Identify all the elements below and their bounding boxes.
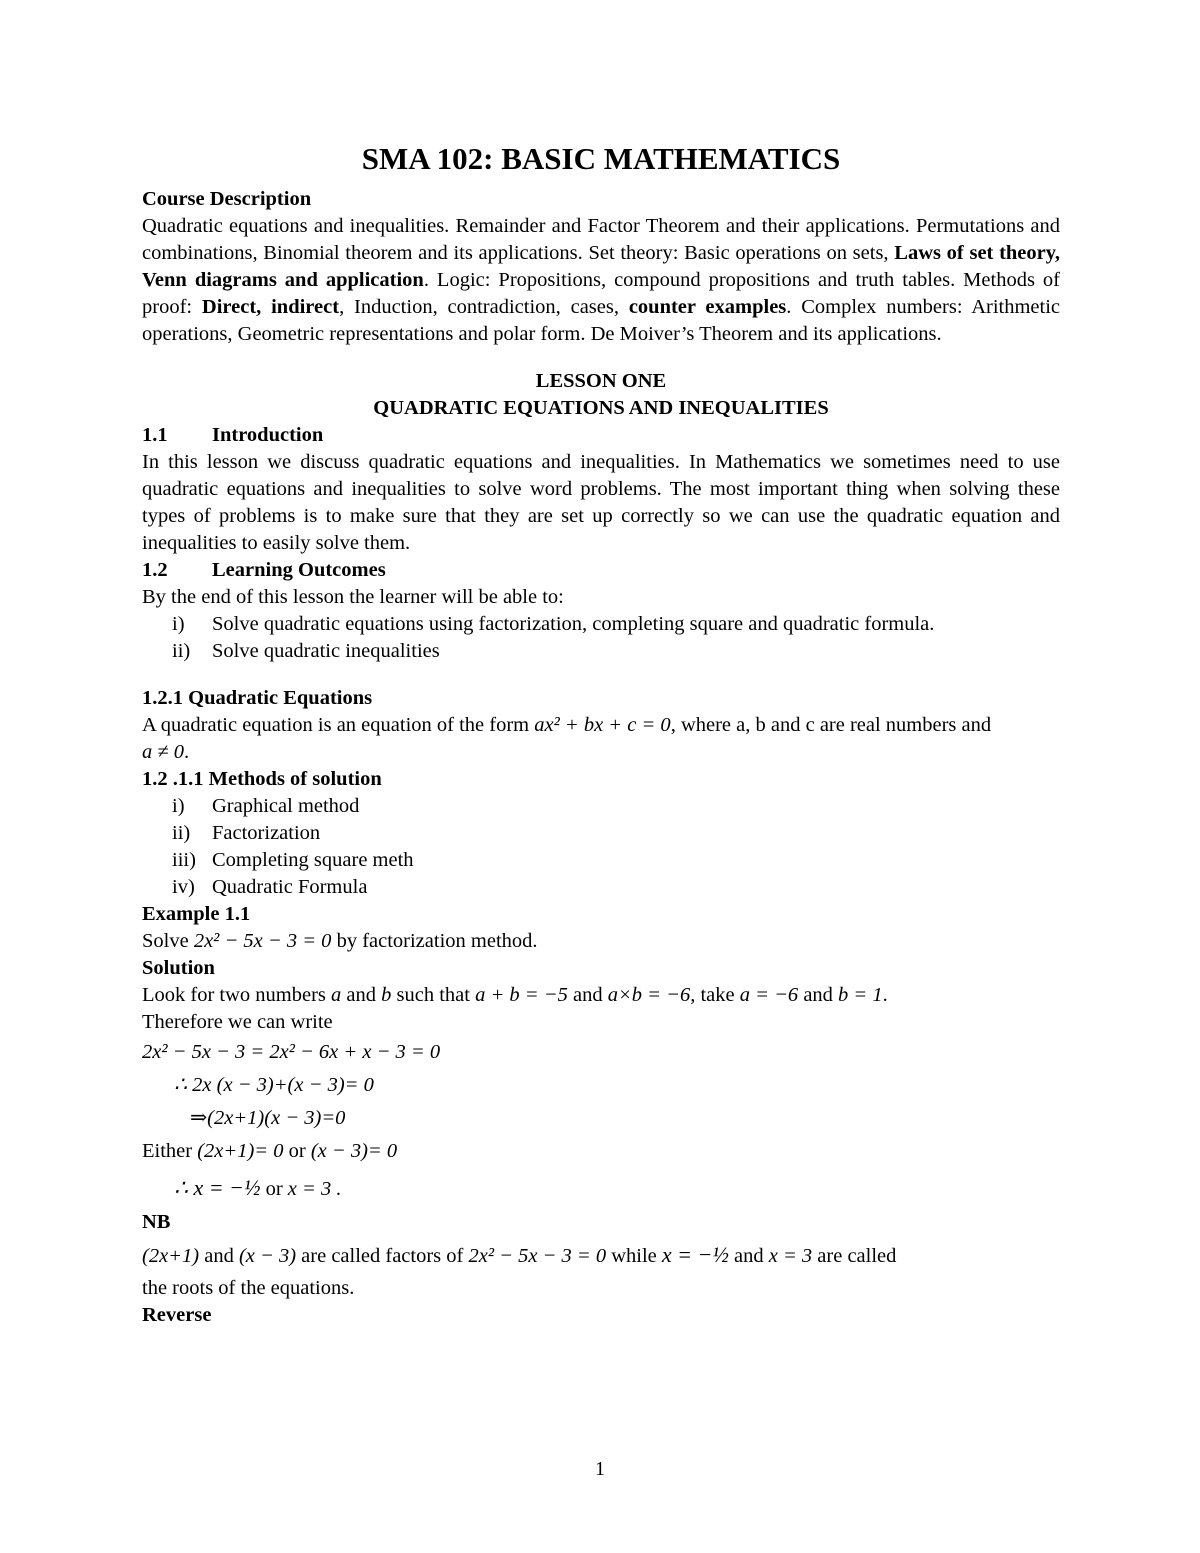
nb-equation: 2x² − 5x − 3 = 0 bbox=[468, 1245, 607, 1267]
section-number: 1.1 bbox=[142, 424, 168, 446]
course-bold-part: counter examples bbox=[628, 296, 787, 318]
text-part: are called bbox=[812, 1245, 897, 1267]
text-part: or bbox=[260, 1178, 288, 1200]
example-statement bbox=[142, 928, 1060, 955]
value-a: a = −6 bbox=[739, 984, 799, 1006]
text-part: A quadratic equation is an equation of the form bbox=[142, 714, 535, 736]
text-part: or bbox=[283, 1140, 311, 1162]
list-marker: ii) bbox=[172, 822, 191, 844]
methods-heading: 1.2 .1.1 Methods of solution bbox=[142, 768, 382, 790]
condition-a-nonzero: a ≠ 0 bbox=[142, 741, 185, 763]
solution-step-look bbox=[142, 982, 1060, 1009]
product-condition: a×b = −6 bbox=[607, 984, 691, 1006]
list-item-text: Solve quadratic inequalities bbox=[212, 640, 440, 662]
section-heading-text: Learning Outcomes bbox=[212, 559, 386, 581]
section-introduction-heading bbox=[142, 422, 1060, 449]
nb-text-end: the roots of the equations. bbox=[142, 1277, 355, 1299]
outcomes-lead: By the end of this lesson the learner will be able to: bbox=[142, 586, 564, 608]
quadratic-formula-general: ax² + bx + c = 0 bbox=[534, 714, 671, 736]
value-b: b = 1 bbox=[838, 984, 883, 1006]
quadratic-definition bbox=[142, 712, 1002, 766]
methods-list bbox=[142, 793, 1060, 901]
course-text-part: Quadratic equations and inequalities. Remainder and Factor Theorem and their applications. Permutations and combinations, Binomial theorem and its applications. Set theory: Basic operations on sets, bbox=[142, 215, 1060, 264]
factor-equation-2: (x − 3)= 0 bbox=[310, 1140, 398, 1162]
text-part: and bbox=[341, 984, 382, 1006]
lesson-label: LESSON ONE bbox=[535, 370, 667, 392]
list-item-text: Graphical method bbox=[212, 795, 360, 817]
list-item bbox=[142, 638, 1060, 665]
document-page bbox=[142, 140, 1060, 1329]
text-part: , take bbox=[690, 984, 740, 1006]
text-part: and bbox=[728, 1245, 769, 1267]
course-text-part: . Complex numbers: Arithmetic operations, Geometric representations and polar form. De Moiver’s Theorem and its applications. bbox=[142, 296, 1061, 345]
document-title: SMA 102: BASIC MATHEMATICS bbox=[361, 141, 841, 176]
equation-line-2: ∴ 2x (x − 3)+(x − 3)= 0 bbox=[174, 1074, 374, 1096]
list-item bbox=[142, 793, 1060, 820]
equation-line-3: ⇒(2x+1)(x − 3)=0 bbox=[190, 1107, 346, 1129]
introduction-text: In this lesson we discuss quadratic equations and inequalities. In Mathematics we sometimes need to use quadratic equations and inequalities to solve word problems. The most important thing when solving these types of problems is to make sure that they are set up correctly so we can use the quadratic equation and inequalities to easily solve them. bbox=[142, 451, 1060, 554]
example-equation: 2x² − 5x − 3 = 0 bbox=[193, 930, 332, 952]
text-part: while bbox=[606, 1245, 662, 1267]
list-item-text: Quadratic Formula bbox=[212, 876, 368, 898]
variable-a: a bbox=[331, 984, 342, 1006]
text-part: are called factors of bbox=[296, 1245, 469, 1267]
course-description-text bbox=[142, 213, 1060, 348]
factor-equation-1: (2x+1)= 0 bbox=[197, 1140, 284, 1162]
section-number: 1.2 bbox=[142, 559, 168, 581]
list-item-text: Solve quadratic equations using factorization, completing square and quadratic formula. bbox=[212, 613, 935, 635]
text-part: , where a, b and c are real numbers and bbox=[670, 714, 992, 736]
text-part: Look for two numbers bbox=[142, 984, 332, 1006]
course-bold-part: Direct, indirect bbox=[201, 296, 340, 318]
either-line bbox=[142, 1135, 1060, 1168]
course-description-heading: Course Description bbox=[142, 188, 312, 210]
list-marker: ii) bbox=[172, 640, 191, 662]
course-bold-part: Laws of set theory, Venn diagrams and application bbox=[142, 242, 1060, 291]
factor-1: (2x+1) bbox=[142, 1245, 200, 1267]
list-item bbox=[142, 847, 1060, 874]
roots-line bbox=[142, 1168, 1060, 1209]
list-marker: i) bbox=[172, 613, 185, 635]
text-part: . bbox=[882, 984, 888, 1006]
list-item bbox=[142, 874, 1060, 901]
text-part: and bbox=[199, 1245, 239, 1267]
course-text-part: . Logic: Propositions, compound propositions and truth tables. Methods of proof: bbox=[142, 269, 1060, 318]
outcomes-list bbox=[142, 611, 1060, 665]
text-part: and bbox=[798, 984, 839, 1006]
factor-2: (x − 3) bbox=[238, 1245, 297, 1267]
list-item bbox=[142, 820, 1060, 847]
list-marker: iii) bbox=[172, 849, 196, 871]
root-1: ∴ x = −½ bbox=[174, 1175, 261, 1200]
text-part: Either bbox=[142, 1140, 198, 1162]
variable-b: b bbox=[381, 984, 392, 1006]
text-part: . bbox=[184, 741, 190, 763]
nb-root-1: x = −½ bbox=[661, 1242, 729, 1267]
list-item-text: Completing square meth bbox=[212, 849, 414, 871]
nb-heading: NB bbox=[142, 1211, 171, 1233]
equation-line-1: 2x² − 5x − 3 = 2x² − 6x + x − 3 = 0 bbox=[142, 1041, 441, 1063]
quadratic-equations-heading: 1.2.1 Quadratic Equations bbox=[142, 687, 373, 709]
sum-condition: a + b = −5 bbox=[475, 984, 568, 1006]
lesson-title: QUADRATIC EQUATIONS AND INEQUALITIES bbox=[373, 397, 829, 419]
example-heading: Example 1.1 bbox=[142, 903, 251, 925]
section-heading-text: Introduction bbox=[212, 424, 324, 446]
text-part: by factorization method. bbox=[331, 930, 538, 952]
nb-text bbox=[142, 1236, 1060, 1275]
root-2: x = 3 . bbox=[287, 1178, 342, 1200]
reverse-heading: Reverse bbox=[142, 1304, 212, 1326]
page-number: 1 bbox=[595, 1458, 605, 1480]
section-outcomes-heading bbox=[142, 557, 1060, 584]
text-part: such that bbox=[391, 984, 476, 1006]
course-text-part: , Induction, contradiction, cases, bbox=[339, 296, 629, 318]
nb-root-2: x = 3 bbox=[768, 1245, 813, 1267]
solution-heading: Solution bbox=[142, 957, 215, 979]
list-item bbox=[142, 611, 1060, 638]
therefore-text: Therefore we can write bbox=[142, 1011, 333, 1033]
text-part: Solve bbox=[142, 930, 194, 952]
list-item-text: Factorization bbox=[212, 822, 321, 844]
list-marker: i) bbox=[172, 795, 185, 817]
text-part: and bbox=[567, 984, 608, 1006]
list-marker: iv) bbox=[172, 876, 195, 898]
